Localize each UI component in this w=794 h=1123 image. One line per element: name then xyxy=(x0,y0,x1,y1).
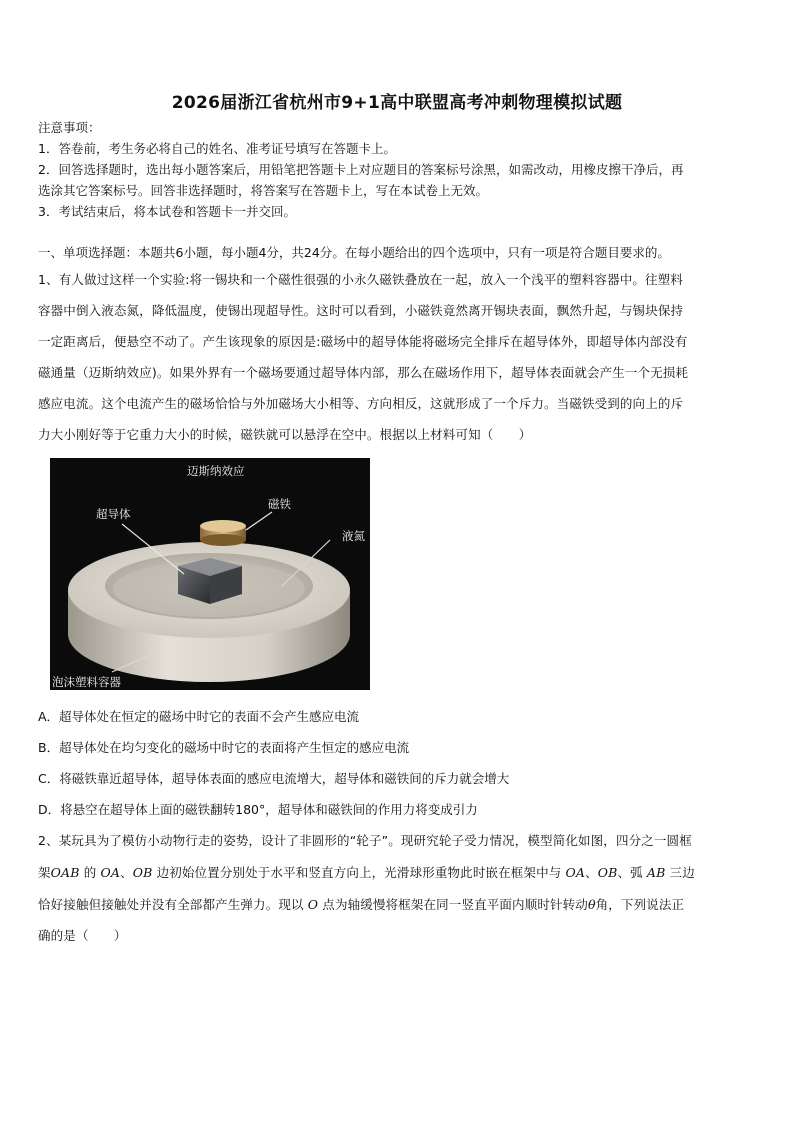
var-ob: OB xyxy=(132,865,153,880)
text-run: 三边 xyxy=(665,865,695,880)
notice-heading: 注意事项： xyxy=(38,120,101,135)
var-oa: OA xyxy=(565,865,586,880)
var-oa: OA xyxy=(100,865,121,880)
text-run: 恰好接触但接触处并没有全部都产生弹力。现以 xyxy=(38,897,308,912)
magnet-top xyxy=(200,520,246,532)
label-superconductor: 超导体 xyxy=(96,507,131,521)
text-run: 、弧 xyxy=(617,865,647,880)
text-run: 点为轴缓慢将框架在同一竖直平面内顺时针转动 xyxy=(318,897,588,912)
question-1-text: 容器中倒入液态氮，降低温度，使锡出现超导性。这时可以看到，小磁铁竟然离开锡块表面，飘然升起，与锡块保持 xyxy=(38,303,684,318)
label-foam-container: 泡沫塑料容器 xyxy=(52,675,121,689)
meissner-effect-illustration xyxy=(50,458,370,690)
magnet-bottom xyxy=(200,534,246,546)
pointer-magnet xyxy=(246,512,272,530)
option-c: C．将磁铁靠近超导体，超导体表面的感应电流增大，超导体和磁铁间的斥力就会增大 xyxy=(38,771,510,786)
notice-item: 3．考试结束后，将本试卷和答题卡一并交回。 xyxy=(38,204,296,219)
text-run: 、 xyxy=(585,865,598,880)
notice-item: 1．答卷前，考生务必将自己的姓名、准考证号填写在答题卡上。 xyxy=(38,141,396,156)
option-b: B．超导体处在均匀变化的磁场中时它的表面将产生恒定的感应电流 xyxy=(38,740,410,755)
question-2-text xyxy=(38,896,758,914)
text-run: 的 xyxy=(79,865,101,880)
var-o: O xyxy=(307,897,319,912)
label-magnet: 磁铁 xyxy=(268,497,291,511)
question-2-text: 确的是（ ） xyxy=(38,928,127,943)
var-ob: OB xyxy=(597,865,618,880)
text-run: 架 xyxy=(38,865,51,880)
question-2-text: 2、某玩具为了模仿小动物行走的姿势，设计了非圆形的“轮子”。现研究轮子受力情况，模型简化如图，四分之一圆框 xyxy=(38,833,692,848)
question-1-text: 磁通量（迈斯纳效应)。如果外界有一个磁场要通过超导体内部，那么在磁场作用下，超导体表面就会产生一个无损耗 xyxy=(38,365,689,380)
text-run: 边初始位置分别处于水平和竖直方向上，光滑球形重物此时嵌在框架中与 xyxy=(152,865,566,880)
question-1-text: 1、有人做过这样一个实验:将一锡块和一个磁性很强的小永久磁铁叠放在一起，放入一个浅平的塑料容器中。往塑料 xyxy=(38,272,683,287)
question-2-text xyxy=(38,864,758,882)
text-run: 角，下列说法正 xyxy=(595,897,685,912)
option-a: A．超导体处在恒定的磁场中时它的表面不会产生感应电流 xyxy=(38,709,360,724)
section-heading: 一、单项选择题：本题共6小题，每小题4分，共24分。在每小题给出的四个选项中，只有一项是符合题目要求的。 xyxy=(38,245,670,260)
var-oab: OAB xyxy=(50,865,80,880)
notice-item: 选涂其它答案标号。回答非选择题时，将答案写在答题卡上，写在本试卷上无效。 xyxy=(38,183,489,198)
page-title: 2026届浙江省杭州市9+1高中联盟高考冲刺物理模拟试题 xyxy=(171,93,623,113)
question-1-text: 感应电流。这个电流产生的磁场恰恰与外加磁场大小相等、方向相反，这就形成了一个斥力。当磁铁受到的向上的斥 xyxy=(38,396,684,411)
var-ab: AB xyxy=(646,865,666,880)
question-1-text: 力大小刚好等于它重力大小的时候，磁铁就可以悬浮在空中。根据以上材料可知（ ） xyxy=(38,427,532,442)
option-d: D．将悬空在超导体上面的磁铁翻转180°，超导体和磁铁间的作用力将变成引力 xyxy=(38,802,478,817)
text-run: 、 xyxy=(120,865,133,880)
meissner-effect-figure xyxy=(50,458,370,690)
label-liquid-nitrogen: 液氮 xyxy=(342,529,365,543)
notice-item: 2．回答选择题时，选出每小题答案后，用铅笔把答题卡上对应题目的答案标号涂黑，如需改动，用橡皮擦干净后，再 xyxy=(38,162,684,177)
figure-title: 迈斯纳效应 xyxy=(187,464,245,478)
var-theta: θ xyxy=(587,897,596,912)
question-1-text: 一定距离后，便悬空不动了。产生该现象的原因是:磁场中的超导体能将磁场完全排斥在超导体外，即超导体内部没有 xyxy=(38,334,688,349)
